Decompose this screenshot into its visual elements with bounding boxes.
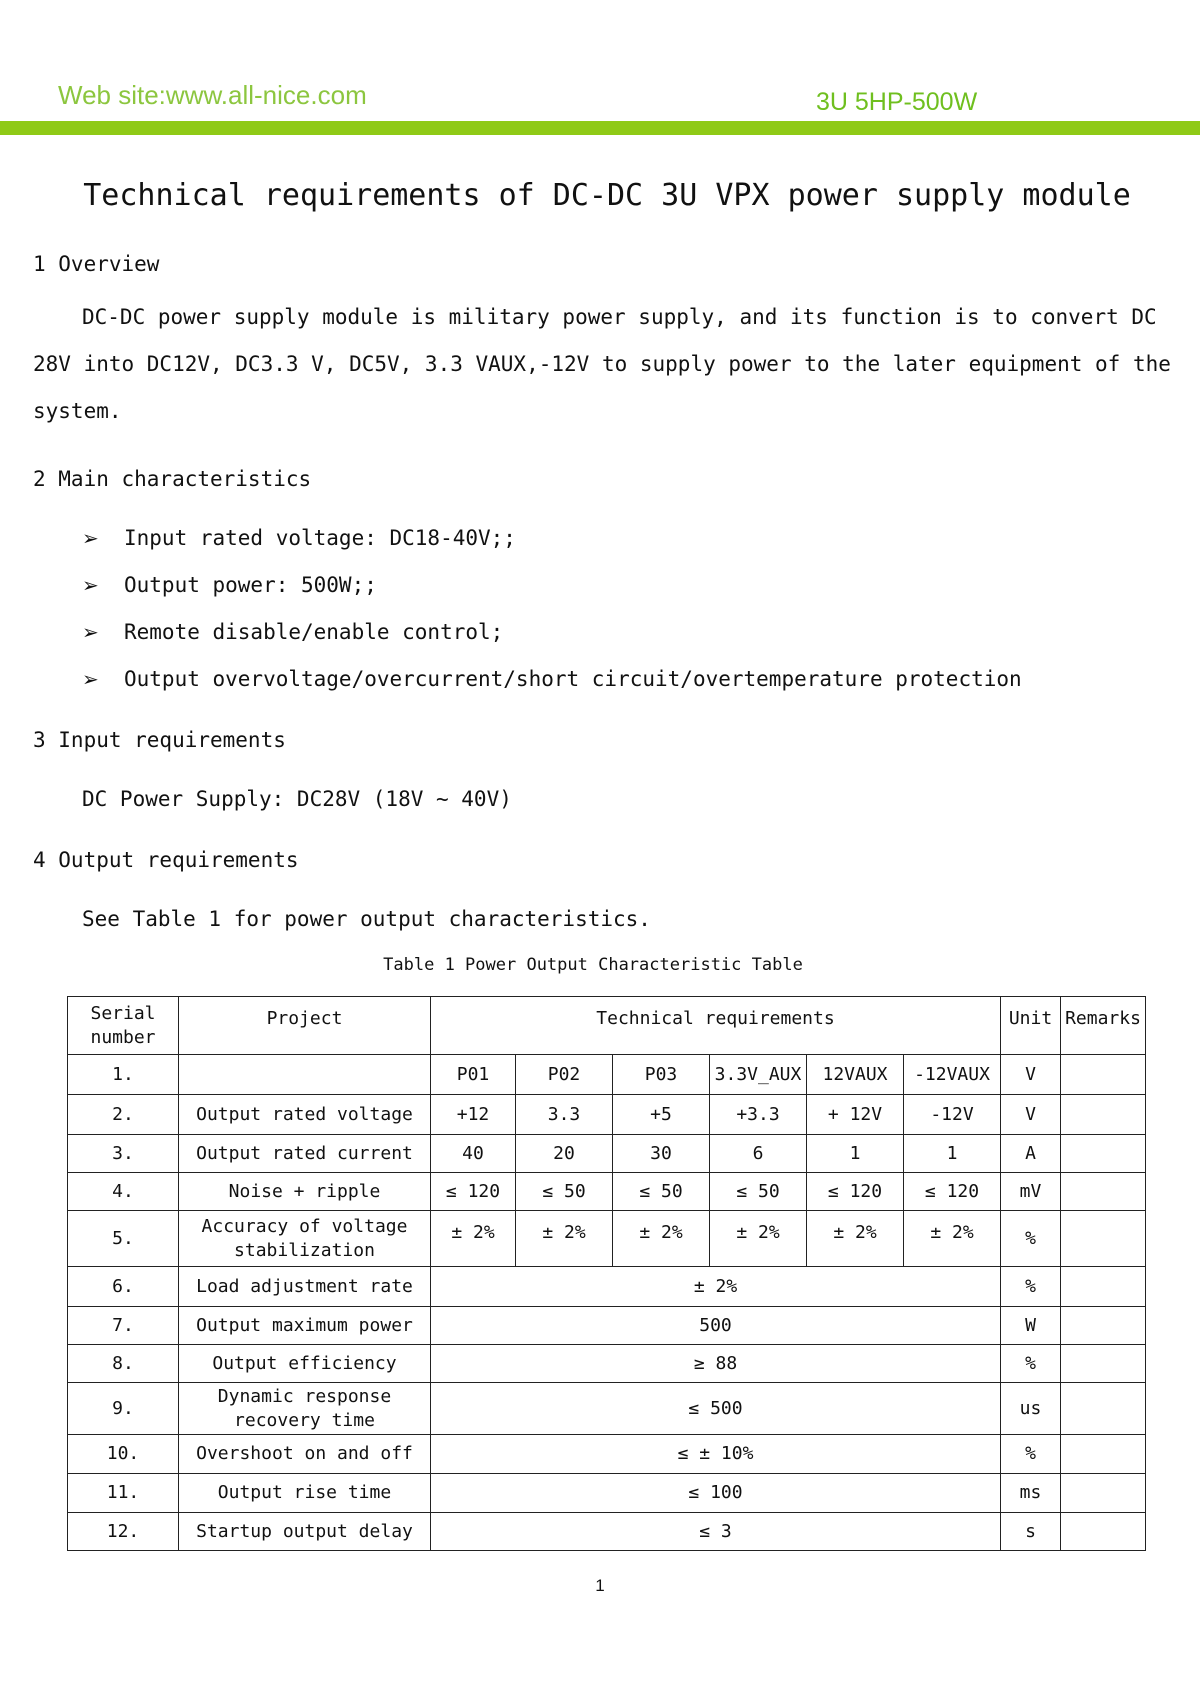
cell-serial: 1. <box>68 1055 179 1095</box>
bullet-text: Output overvoltage/overcurrent/short circuit/overtemperature protection <box>124 667 1022 691</box>
cell-value: +5 <box>613 1095 710 1135</box>
cell-value: ≤ 500 <box>431 1383 1001 1435</box>
cell-value: 1 <box>904 1135 1001 1173</box>
cell-value: ± 2% <box>807 1211 904 1267</box>
cell-project: Dynamic response recovery time <box>179 1383 431 1435</box>
cell-remarks <box>1061 1095 1146 1135</box>
header-technical-requirements: Technical requirements <box>431 997 1001 1055</box>
cell-value: ≤ 120 <box>431 1173 516 1211</box>
cell-serial: 9. <box>68 1383 179 1435</box>
cell-serial: 11. <box>68 1474 179 1513</box>
cell-value: ≤ 50 <box>516 1173 613 1211</box>
table-row <box>68 1474 1146 1513</box>
cell-value: 40 <box>431 1135 516 1173</box>
cell-serial: 2. <box>68 1095 179 1135</box>
cell-value: ± 2% <box>710 1211 807 1267</box>
header-project: Project <box>179 997 431 1055</box>
cell-value: ≤ 100 <box>431 1474 1001 1513</box>
cell-project <box>179 1055 431 1095</box>
table-caption: Table 1 Power Output Characteristic Table <box>383 955 803 975</box>
cell-serial: 7. <box>68 1307 179 1345</box>
overview-line-3: system. <box>33 399 122 423</box>
cell-value: ≤ 50 <box>710 1173 807 1211</box>
arrow-bullet-icon: ➢ <box>82 620 99 644</box>
arrow-bullet-icon: ➢ <box>82 667 99 691</box>
cell-value: ≤ ± 10% <box>431 1435 1001 1474</box>
bullet-text: Remote disable/enable control; <box>124 620 504 644</box>
cell-remarks <box>1061 1383 1146 1435</box>
cell-remarks <box>1061 1307 1146 1345</box>
table-row <box>68 1345 1146 1383</box>
cell-project: Output maximum power <box>179 1307 431 1345</box>
cell-remarks <box>1061 1435 1146 1474</box>
cell-value: ≤ 120 <box>807 1173 904 1211</box>
cell-project: Output rated current <box>179 1135 431 1173</box>
table-row <box>68 1055 1146 1095</box>
cell-remarks <box>1061 1211 1146 1267</box>
cell-remarks <box>1061 1345 1146 1383</box>
cell-value: ≤ 3 <box>431 1513 1001 1551</box>
cell-project: Accuracy of voltage stabilization <box>179 1211 431 1267</box>
cell-value: 1 <box>807 1135 904 1173</box>
table-row <box>68 1211 1146 1267</box>
table-row <box>68 1307 1146 1345</box>
section-heading-input: 3 Input requirements <box>33 728 286 752</box>
cell-channel: 3.3V_AUX <box>710 1055 807 1095</box>
overview-line-2: 28V into DC12V, DC3.3 V, DC5V, 3.3 VAUX,-12V to supply power to the later equipment of the <box>33 352 1171 376</box>
cell-value: 20 <box>516 1135 613 1173</box>
cell-unit: us <box>1001 1383 1061 1435</box>
overview-line-1: DC-DC power supply module is military power supply, and its function is to convert DC <box>82 305 1157 329</box>
output-text: See Table 1 for power output characteristics. <box>82 907 651 931</box>
cell-value: + 12V <box>807 1095 904 1135</box>
bullet-item <box>82 667 1022 691</box>
table-row <box>68 1267 1146 1307</box>
cell-unit: A <box>1001 1135 1061 1173</box>
arrow-bullet-icon: ➢ <box>82 573 99 597</box>
cell-unit: V <box>1001 1095 1061 1135</box>
cell-remarks <box>1061 1513 1146 1551</box>
cell-serial: 6. <box>68 1267 179 1307</box>
arrow-bullet-icon: ➢ <box>82 526 99 550</box>
cell-channel: P01 <box>431 1055 516 1095</box>
cell-remarks <box>1061 1474 1146 1513</box>
section-heading-main-characteristics: 2 Main characteristics <box>33 467 312 491</box>
cell-value: ≥ 88 <box>431 1345 1001 1383</box>
cell-value: +12 <box>431 1095 516 1135</box>
cell-value: 6 <box>710 1135 807 1173</box>
cell-value: ≤ 120 <box>904 1173 1001 1211</box>
cell-unit: % <box>1001 1435 1061 1474</box>
header-serial: Serial number <box>68 997 179 1055</box>
section-heading-output: 4 Output requirements <box>33 848 299 872</box>
header-website: Web site:www.all-nice.com <box>58 80 367 110</box>
input-text: DC Power Supply: DC28V (18V ~ 40V) <box>82 787 512 811</box>
cell-serial: 12. <box>68 1513 179 1551</box>
cell-value: ± 2% <box>904 1211 1001 1267</box>
cell-remarks <box>1061 1173 1146 1211</box>
table-row <box>68 1383 1146 1435</box>
table-row <box>68 1135 1146 1173</box>
cell-remarks <box>1061 1055 1146 1095</box>
bullet-item <box>82 620 503 644</box>
cell-project: Startup output delay <box>179 1513 431 1551</box>
table-row <box>68 1435 1146 1474</box>
cell-unit: % <box>1001 1345 1061 1383</box>
cell-serial: 3. <box>68 1135 179 1173</box>
cell-unit: s <box>1001 1513 1061 1551</box>
cell-project: Overshoot on and off <box>179 1435 431 1474</box>
cell-value: 3.3 <box>516 1095 613 1135</box>
cell-project: Output efficiency <box>179 1345 431 1383</box>
cell-remarks <box>1061 1267 1146 1307</box>
cell-value: ≤ 50 <box>613 1173 710 1211</box>
cell-remarks <box>1061 1135 1146 1173</box>
cell-unit: % <box>1001 1267 1061 1307</box>
header-remarks: Remarks <box>1061 997 1146 1055</box>
section-heading-overview: 1 Overview <box>33 252 160 276</box>
cell-value: ± 2% <box>613 1211 710 1267</box>
bullet-item <box>82 526 516 550</box>
cell-unit: mV <box>1001 1173 1061 1211</box>
cell-value: ± 2% <box>431 1211 516 1267</box>
cell-value: ± 2% <box>431 1267 1001 1307</box>
cell-serial: 4. <box>68 1173 179 1211</box>
bullet-text: Input rated voltage: DC18-40V;; <box>124 526 516 550</box>
power-output-table <box>67 996 1146 1551</box>
cell-unit: V <box>1001 1055 1061 1095</box>
document-title: Technical requirements of DC-DC 3U VPX power supply module <box>83 178 1131 213</box>
cell-channel: 12VAUX <box>807 1055 904 1095</box>
cell-serial: 10. <box>68 1435 179 1474</box>
cell-serial: 8. <box>68 1345 179 1383</box>
table-header-row <box>68 997 1146 1055</box>
table-row <box>68 1173 1146 1211</box>
cell-unit: ms <box>1001 1474 1061 1513</box>
cell-value: 500 <box>431 1307 1001 1345</box>
table-row <box>68 1513 1146 1551</box>
bullet-text: Output power: 500W;; <box>124 573 377 597</box>
header-model: 3U 5HP-500W <box>816 88 978 116</box>
cell-value: -12V <box>904 1095 1001 1135</box>
cell-value: 30 <box>613 1135 710 1173</box>
cell-channel: P03 <box>613 1055 710 1095</box>
cell-serial: 5. <box>68 1211 179 1267</box>
header-bar <box>0 121 1200 135</box>
page-number: 1 <box>595 1576 605 1595</box>
header-unit: Unit <box>1001 997 1061 1055</box>
cell-project: Noise + ripple <box>179 1173 431 1211</box>
cell-channel: P02 <box>516 1055 613 1095</box>
cell-project: Load adjustment rate <box>179 1267 431 1307</box>
bullet-item <box>82 573 377 597</box>
cell-channel: -12VAUX <box>904 1055 1001 1095</box>
cell-value: ± 2% <box>516 1211 613 1267</box>
cell-unit: W <box>1001 1307 1061 1345</box>
cell-value: +3.3 <box>710 1095 807 1135</box>
cell-unit: % <box>1001 1211 1061 1267</box>
table-row <box>68 1095 1146 1135</box>
cell-project: Output rise time <box>179 1474 431 1513</box>
cell-project: Output rated voltage <box>179 1095 431 1135</box>
